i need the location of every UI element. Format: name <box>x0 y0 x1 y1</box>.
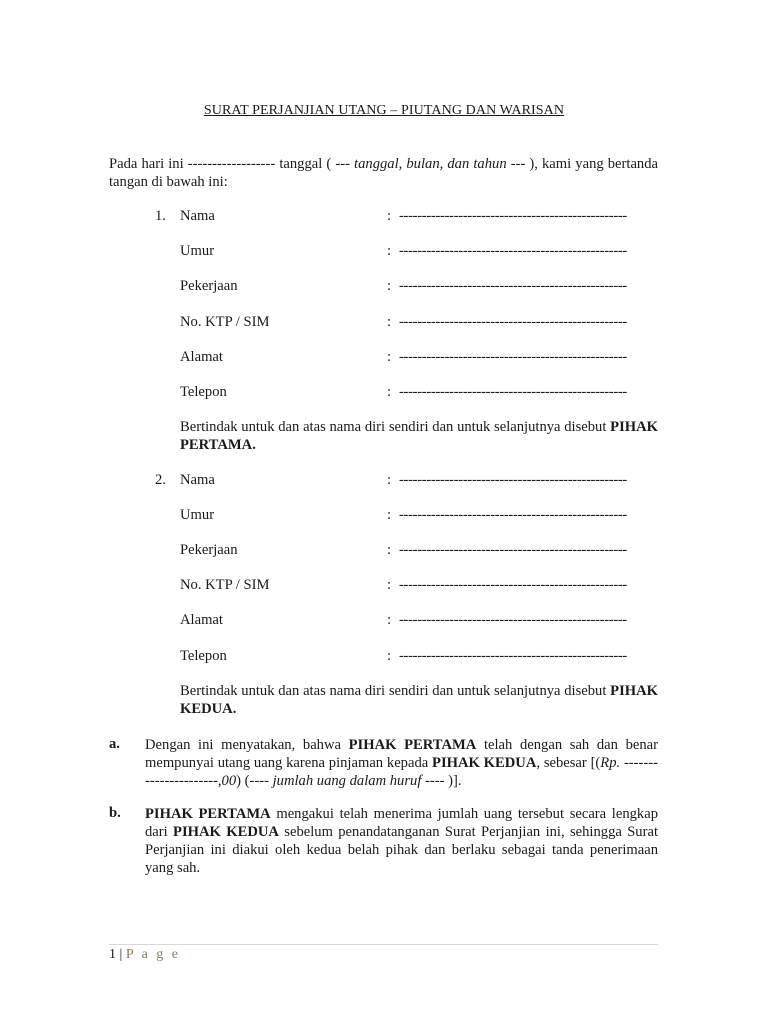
statement-text: Bertindak untuk dan atas nama diri sendiri dan untuk selanjutnya disebut <box>180 419 611 435</box>
party-name-bold: PIHAK KEDUA <box>432 755 537 771</box>
field-blank: -------------------------------------------------- <box>399 542 627 558</box>
field-colon: : <box>387 314 392 330</box>
field-colon: : <box>387 612 392 628</box>
party2-statement <box>180 683 658 718</box>
field-colon: : <box>387 243 392 259</box>
field-label: Pekerjaan <box>180 542 238 558</box>
party-name-bold: PIHAK PERTAMA <box>348 737 477 753</box>
field-blank: -------------------------------------------------- <box>399 314 627 330</box>
intro-suffix: --- ), kami yang bertanda tangan di bawah ini: <box>109 156 659 190</box>
party2-row-ktp <box>0 577 768 597</box>
party2-role: PIHAK KEDUA <box>180 683 658 717</box>
field-colon: : <box>387 507 392 523</box>
document-title: SURAT PERJANJIAN UTANG – PIUTANG DAN WARISAN <box>203 103 565 118</box>
field-colon: : <box>387 384 392 400</box>
field-blank: -------------------------------------------------- <box>399 577 627 593</box>
field-label: Pekerjaan <box>180 278 238 294</box>
field-colon: : <box>387 278 392 294</box>
intro-date-hint: tanggal, bulan, dan tahun <box>354 156 507 172</box>
party2-row-nama <box>0 472 768 492</box>
party2-row-umur <box>0 507 768 527</box>
clause-text: telah dengan sah dan benar mempunyai utang uang karena pinjaman kepada <box>145 737 658 771</box>
field-colon: : <box>387 542 392 558</box>
party2-row-pekerjaan <box>0 542 768 562</box>
field-blank: -------------------------------------------------- <box>399 349 627 365</box>
field-colon: : <box>387 472 392 488</box>
field-label: Telepon <box>180 648 227 664</box>
page-number: 1 <box>109 947 116 962</box>
page-footer <box>109 947 181 963</box>
clause-b-mark: b. <box>109 805 121 821</box>
field-label: Alamat <box>180 612 223 628</box>
field-colon: : <box>387 208 392 224</box>
party1-row-nama <box>0 208 768 228</box>
field-blank: -------------------------------------------------- <box>399 648 627 664</box>
field-colon: : <box>387 349 392 365</box>
clause-a-mark: a. <box>109 736 120 752</box>
clause-text: , sebesar [( <box>536 755 601 771</box>
clause-text: Dengan ini menyatakan, bahwa <box>145 737 349 753</box>
party1-row-umur <box>0 243 768 263</box>
clause-a-body <box>145 736 658 790</box>
page-label: P a g e <box>125 947 181 962</box>
field-blank: -------------------------------------------------- <box>399 208 627 224</box>
party2-row-telepon <box>0 648 768 668</box>
party1-row-pekerjaan <box>0 278 768 298</box>
field-blank: -------------------------------------------------- <box>399 612 627 628</box>
party-name-bold: PIHAK PERTAMA <box>145 806 271 822</box>
statement-end: . <box>252 436 256 453</box>
clause-text: sebelum penandatanganan Surat Perjanjian ini, sehingga Surat Perjanjian ini diakui oleh kedua belah pihak dan berlaku sebagai tanda penerimaan yang sah. <box>145 824 658 876</box>
field-blank: -------------------------------------------------- <box>399 278 627 294</box>
party1-statement <box>180 419 658 454</box>
field-label: Nama <box>180 472 215 488</box>
field-colon: : <box>387 648 392 664</box>
statement-text: Bertindak untuk dan atas nama diri sendiri dan untuk selanjutnya disebut <box>180 683 611 699</box>
field-label: Umur <box>180 507 215 523</box>
field-blank: -------------------------------------------------- <box>399 472 627 488</box>
field-label: Alamat <box>180 349 223 365</box>
party1-row-alamat <box>0 349 768 369</box>
clause-text: ) (---- <box>236 773 273 789</box>
field-label: No. KTP / SIM <box>180 314 270 330</box>
field-blank: -------------------------------------------------- <box>399 384 627 400</box>
field-label: No. KTP / SIM <box>180 577 270 593</box>
party1-row-telepon <box>0 384 768 404</box>
party1-number: 1. <box>155 208 166 224</box>
clause-b-body <box>145 805 658 877</box>
amount-placeholder: Rp. ----------------------,00 <box>145 755 658 789</box>
party1-role: PIHAK PERTAMA <box>180 419 658 453</box>
party2-number: 2. <box>155 472 166 488</box>
intro-prefix: Pada hari ini ------------------ tanggal ( --- <box>109 156 355 172</box>
field-label: Nama <box>180 208 215 224</box>
field-blank: -------------------------------------------------- <box>399 243 627 259</box>
field-blank: -------------------------------------------------- <box>399 507 627 523</box>
party-name-bold: PIHAK KEDUA <box>173 824 279 840</box>
party1-row-ktp <box>0 314 768 334</box>
statement-end: . <box>232 700 237 717</box>
field-label: Umur <box>180 243 215 259</box>
footer-divider <box>109 944 658 945</box>
clause-text: ---- )]. <box>421 773 462 789</box>
amount-words-placeholder: jumlah uang dalam huruf <box>272 773 422 789</box>
field-label: Telepon <box>180 384 227 400</box>
party2-row-alamat <box>0 612 768 632</box>
footer-separator: | <box>116 947 126 962</box>
clause-text: mengakui telah menerima jumlah uang tersebut secara lengkap dari <box>145 806 658 840</box>
field-colon: : <box>387 577 392 593</box>
intro-paragraph <box>109 155 658 191</box>
